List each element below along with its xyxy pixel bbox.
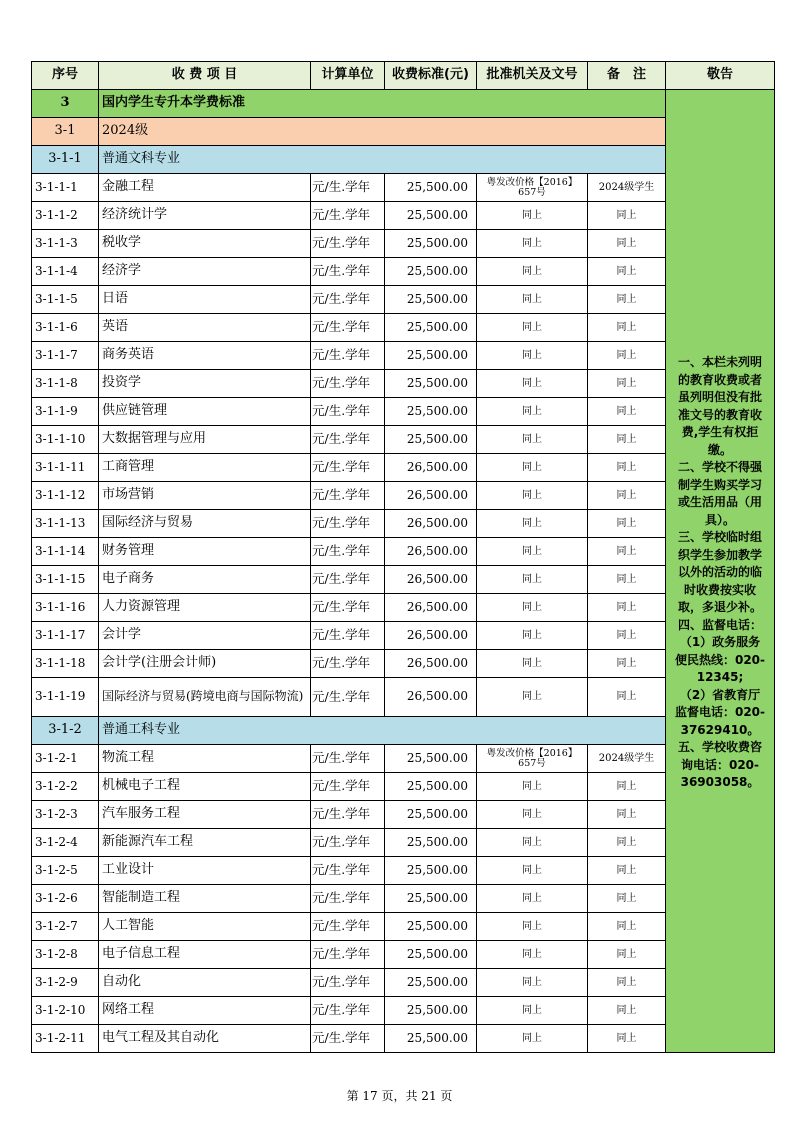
item-remark: 同上 [588, 398, 666, 426]
item-name: 投资学 [99, 370, 311, 398]
header-id: 序号 [32, 62, 99, 90]
item-id: 3-1-2-8 [32, 941, 99, 969]
item-remark: 同上 [588, 342, 666, 370]
item-name: 新能源汽车工程 [99, 829, 311, 857]
table-row [32, 650, 775, 678]
item-name: 日语 [99, 286, 311, 314]
table-row [32, 398, 775, 426]
notice-line: 便民热线：020- [674, 652, 766, 667]
item-standard: 26,500.00 [385, 566, 477, 594]
item-unit: 元/生.学年 [311, 941, 385, 969]
item-approval: 同上 [477, 801, 588, 829]
item-id: 3-1-1-19 [32, 678, 99, 717]
group-row-level0 [32, 90, 775, 118]
item-name: 电子信息工程 [99, 941, 311, 969]
notice-line: 二、学校不得强 [677, 460, 762, 474]
item-unit: 元/生.学年 [311, 885, 385, 913]
table-row [32, 286, 775, 314]
item-approval: 同上 [477, 678, 588, 717]
item-standard: 25,500.00 [385, 941, 477, 969]
notice-line: 四、监督电话： [677, 617, 762, 632]
item-name: 工业设计 [99, 857, 311, 885]
table-row [32, 857, 775, 885]
notice-line: 费,学生有权拒 [681, 425, 759, 439]
item-standard: 26,500.00 [385, 678, 477, 717]
group-id: 3-1-1 [32, 146, 99, 174]
item-name: 国际经济与贸易 [99, 510, 311, 538]
notice-line: 监督电话：020- [674, 705, 766, 719]
item-remark: 同上 [588, 941, 666, 969]
item-standard: 26,500.00 [385, 482, 477, 510]
item-approval: 同上 [477, 594, 588, 622]
item-id: 3-1-1-9 [32, 398, 99, 426]
item-id: 3-1-1-1 [32, 174, 99, 202]
item-id: 3-1-1-16 [32, 594, 99, 622]
item-id: 3-1-1-4 [32, 258, 99, 286]
group-label: 普通文科专业 [99, 146, 666, 174]
group-id: 3-1-2 [32, 717, 99, 745]
item-name: 人工智能 [99, 913, 311, 941]
group-id: 3-1 [32, 118, 99, 146]
item-approval: 同上 [477, 997, 588, 1025]
item-id: 3-1-1-3 [32, 230, 99, 258]
notice-line: 以外的活动的临 [677, 565, 762, 579]
item-remark: 同上 [588, 801, 666, 829]
table-row [32, 969, 775, 997]
item-unit: 元/生.学年 [311, 510, 385, 538]
table-row [32, 678, 775, 717]
item-standard: 25,500.00 [385, 342, 477, 370]
table-row [32, 941, 775, 969]
item-name: 税收学 [99, 230, 311, 258]
item-name: 商务英语 [99, 342, 311, 370]
item-standard: 25,500.00 [385, 829, 477, 857]
item-approval: 同上 [477, 857, 588, 885]
table-row [32, 454, 775, 482]
header-notice: 敬告 [666, 62, 775, 90]
item-remark: 同上 [588, 969, 666, 997]
item-approval: 同上 [477, 885, 588, 913]
item-unit: 元/生.学年 [311, 174, 385, 202]
item-standard: 25,500.00 [385, 913, 477, 941]
table-row [32, 1025, 775, 1053]
table-row [32, 745, 775, 773]
item-unit: 元/生.学年 [311, 230, 385, 258]
item-standard: 25,500.00 [385, 745, 477, 773]
item-unit: 元/生.学年 [311, 678, 385, 717]
item-standard: 25,500.00 [385, 885, 477, 913]
item-remark: 同上 [588, 829, 666, 857]
item-unit: 元/生.学年 [311, 969, 385, 997]
item-unit: 元/生.学年 [311, 801, 385, 829]
item-id: 3-1-1-8 [32, 370, 99, 398]
item-standard: 26,500.00 [385, 650, 477, 678]
item-unit: 元/生.学年 [311, 594, 385, 622]
table-row [32, 426, 775, 454]
table-row [32, 174, 775, 202]
item-id: 3-1-1-10 [32, 426, 99, 454]
item-remark: 同上 [588, 650, 666, 678]
item-standard: 25,500.00 [385, 174, 477, 202]
group-row-liberal [32, 146, 775, 174]
item-name: 会计学 [99, 622, 311, 650]
item-name: 自动化 [99, 969, 311, 997]
table-row [32, 829, 775, 857]
notice-cell [666, 90, 775, 1053]
item-id: 3-1-2-11 [32, 1025, 99, 1053]
item-unit: 元/生.学年 [311, 650, 385, 678]
item-approval: 同上 [477, 370, 588, 398]
item-name: 财务管理 [99, 538, 311, 566]
item-remark: 同上 [588, 370, 666, 398]
item-name: 物流工程 [99, 745, 311, 773]
item-approval: 同上 [477, 202, 588, 230]
item-standard: 25,500.00 [385, 969, 477, 997]
item-id: 3-1-1-14 [32, 538, 99, 566]
table-row [32, 538, 775, 566]
item-approval: 同上 [477, 314, 588, 342]
item-approval: 同上 [477, 829, 588, 857]
item-approval: 同上 [477, 258, 588, 286]
item-remark: 同上 [588, 426, 666, 454]
item-unit: 元/生.学年 [311, 997, 385, 1025]
item-id: 3-1-1-12 [32, 482, 99, 510]
item-approval: 同上 [477, 969, 588, 997]
item-approval: 同上 [477, 398, 588, 426]
item-unit: 元/生.学年 [311, 913, 385, 941]
item-name: 工商管理 [99, 454, 311, 482]
item-name: 金融工程 [99, 174, 311, 202]
item-approval: 同上 [477, 1025, 588, 1053]
item-standard: 25,500.00 [385, 230, 477, 258]
item-standard: 25,500.00 [385, 258, 477, 286]
item-id: 3-1-1-7 [32, 342, 99, 370]
notice-text [668, 90, 772, 792]
item-remark: 2024级学生 [588, 174, 666, 202]
table-row [32, 594, 775, 622]
item-remark: 同上 [588, 857, 666, 885]
item-id: 3-1-1-2 [32, 202, 99, 230]
item-id: 3-1-1-5 [32, 286, 99, 314]
item-unit: 元/生.学年 [311, 426, 385, 454]
item-unit: 元/生.学年 [311, 829, 385, 857]
item-remark: 2024级学生 [588, 745, 666, 773]
item-name: 网络工程 [99, 997, 311, 1025]
table-row [32, 997, 775, 1025]
item-remark: 同上 [588, 773, 666, 801]
item-id: 3-1-2-10 [32, 997, 99, 1025]
notice-line: 一、本栏未列明 [677, 355, 762, 369]
group-id: 3 [32, 90, 99, 118]
item-unit: 元/生.学年 [311, 622, 385, 650]
item-standard: 25,500.00 [385, 314, 477, 342]
item-approval: 同上 [477, 454, 588, 482]
item-standard: 26,500.00 [385, 454, 477, 482]
notice-line: 12345; [696, 670, 744, 684]
item-id: 3-1-2-5 [32, 857, 99, 885]
item-unit: 元/生.学年 [311, 857, 385, 885]
item-approval: 同上 [477, 286, 588, 314]
group-label: 国内学生专升本学费标准 [99, 90, 666, 118]
item-id: 3-1-1-11 [32, 454, 99, 482]
item-id: 3-1-1-18 [32, 650, 99, 678]
table-row [32, 230, 775, 258]
item-id: 3-1-1-6 [32, 314, 99, 342]
notice-line: 制学生购买学习 [677, 477, 762, 492]
table-row [32, 202, 775, 230]
item-unit: 元/生.学年 [311, 370, 385, 398]
item-remark: 同上 [588, 258, 666, 286]
item-remark: 同上 [588, 594, 666, 622]
item-approval: 同上 [477, 566, 588, 594]
item-remark: 同上 [588, 997, 666, 1025]
item-name: 供应链管理 [99, 398, 311, 426]
item-id: 3-1-1-15 [32, 566, 99, 594]
item-remark: 同上 [588, 678, 666, 717]
item-approval: 粤发改价格【2016】657号 [477, 174, 588, 202]
item-unit: 元/生.学年 [311, 1025, 385, 1053]
item-standard: 25,500.00 [385, 801, 477, 829]
item-approval: 同上 [477, 426, 588, 454]
item-id: 3-1-2-9 [32, 969, 99, 997]
notice-line: 三、学校临时组 [677, 530, 762, 544]
notice-line: 的教育收费或者 [677, 372, 762, 387]
table-row [32, 482, 775, 510]
item-id: 3-1-2-2 [32, 773, 99, 801]
item-unit: 元/生.学年 [311, 202, 385, 230]
item-remark: 同上 [588, 454, 666, 482]
item-unit: 元/生.学年 [311, 454, 385, 482]
item-remark: 同上 [588, 202, 666, 230]
item-id: 3-1-1-17 [32, 622, 99, 650]
table-row [32, 314, 775, 342]
item-approval: 同上 [477, 650, 588, 678]
item-unit: 元/生.学年 [311, 773, 385, 801]
table-row [32, 342, 775, 370]
table-row [32, 566, 775, 594]
item-approval: 同上 [477, 482, 588, 510]
item-standard: 26,500.00 [385, 594, 477, 622]
item-name: 人力资源管理 [99, 594, 311, 622]
item-standard: 25,500.00 [385, 286, 477, 314]
item-standard: 25,500.00 [385, 997, 477, 1025]
item-approval: 粤发改价格【2016】657号 [477, 745, 588, 773]
item-name: 会计学(注册会计师) [99, 650, 311, 678]
item-name: 国际经济与贸易(跨境电商与国际物流) [99, 678, 311, 717]
header-item: 收 费 项 目 [99, 62, 311, 90]
page-footer: 第 17 页，共 21 页 [346, 1089, 453, 1103]
item-remark: 同上 [588, 482, 666, 510]
item-standard: 25,500.00 [385, 398, 477, 426]
item-name: 英语 [99, 314, 311, 342]
item-remark: 同上 [588, 566, 666, 594]
item-remark: 同上 [588, 230, 666, 258]
item-remark: 同上 [588, 286, 666, 314]
header-remark: 备 注 [588, 62, 666, 90]
item-remark: 同上 [588, 622, 666, 650]
item-remark: 同上 [588, 314, 666, 342]
item-name: 大数据管理与应用 [99, 426, 311, 454]
item-name: 智能制造工程 [99, 885, 311, 913]
item-unit: 元/生.学年 [311, 342, 385, 370]
item-approval: 同上 [477, 622, 588, 650]
table-row [32, 370, 775, 398]
table-row [32, 885, 775, 913]
item-standard: 26,500.00 [385, 538, 477, 566]
item-remark: 同上 [588, 510, 666, 538]
item-standard: 26,500.00 [385, 510, 477, 538]
header-unit: 计算单位 [311, 62, 385, 90]
item-approval: 同上 [477, 913, 588, 941]
item-remark: 同上 [588, 538, 666, 566]
group-label: 普通工科专业 [99, 717, 666, 745]
item-id: 3-1-1-13 [32, 510, 99, 538]
notice-line: 36903058。 [680, 775, 760, 789]
fee-table [31, 61, 775, 1053]
header-row [32, 62, 775, 90]
item-standard: 25,500.00 [385, 426, 477, 454]
item-name: 机械电子工程 [99, 773, 311, 801]
item-id: 3-1-2-6 [32, 885, 99, 913]
item-name: 汽车服务工程 [99, 801, 311, 829]
item-remark: 同上 [588, 913, 666, 941]
group-row-level1 [32, 118, 775, 146]
item-standard: 26,500.00 [385, 622, 477, 650]
table-row [32, 258, 775, 286]
item-standard: 25,500.00 [385, 202, 477, 230]
item-id: 3-1-2-3 [32, 801, 99, 829]
item-approval: 同上 [477, 510, 588, 538]
item-unit: 元/生.学年 [311, 398, 385, 426]
item-name: 电气工程及其自动化 [99, 1025, 311, 1053]
table-row [32, 622, 775, 650]
item-name: 电子商务 [99, 566, 311, 594]
table-row [32, 801, 775, 829]
table-row [32, 510, 775, 538]
item-unit: 元/生.学年 [311, 538, 385, 566]
header-approval: 批准机关及文号 [477, 62, 588, 90]
item-unit: 元/生.学年 [311, 566, 385, 594]
item-unit: 元/生.学年 [311, 745, 385, 773]
notice-line: 询电话：020- [680, 757, 760, 772]
group-label: 2024级 [99, 118, 666, 146]
item-standard: 25,500.00 [385, 1025, 477, 1053]
item-unit: 元/生.学年 [311, 286, 385, 314]
item-id: 3-1-2-7 [32, 913, 99, 941]
item-approval: 同上 [477, 538, 588, 566]
notice-line: 织学生参加教学 [677, 547, 762, 562]
notice-line: 五、学校收费咨 [677, 740, 762, 754]
item-remark: 同上 [588, 1025, 666, 1053]
item-standard: 25,500.00 [385, 773, 477, 801]
notice-line: 或生活用品（用 [677, 495, 762, 509]
item-approval: 同上 [477, 342, 588, 370]
item-remark: 同上 [588, 885, 666, 913]
item-approval: 同上 [477, 773, 588, 801]
item-standard: 25,500.00 [385, 857, 477, 885]
item-approval: 同上 [477, 941, 588, 969]
item-unit: 元/生.学年 [311, 482, 385, 510]
notice-line: 准文号的教育收 [677, 407, 762, 422]
table-row [32, 773, 775, 801]
item-name: 经济统计学 [99, 202, 311, 230]
item-standard: 25,500.00 [385, 370, 477, 398]
notice-line: 取，多退少补。 [677, 600, 762, 614]
notice-line: 37629410。 [680, 722, 760, 737]
notice-line: 虽列明但没有批 [677, 390, 762, 404]
notice-line: 具）。 [704, 512, 735, 527]
item-unit: 元/生.学年 [311, 258, 385, 286]
item-name: 经济学 [99, 258, 311, 286]
notice-line: （2）省教育厅 [679, 687, 761, 702]
item-name: 市场营销 [99, 482, 311, 510]
group-row-engineering [32, 717, 775, 745]
notice-line: 时收费按实收 [683, 582, 756, 597]
item-id: 3-1-2-4 [32, 829, 99, 857]
header-standard: 收费标准(元) [385, 62, 477, 90]
item-unit: 元/生.学年 [311, 314, 385, 342]
item-approval: 同上 [477, 230, 588, 258]
item-id: 3-1-2-1 [32, 745, 99, 773]
notice-line: 缴。 [707, 442, 732, 457]
notice-line: （1）政务服务 [679, 635, 761, 649]
table-row [32, 913, 775, 941]
